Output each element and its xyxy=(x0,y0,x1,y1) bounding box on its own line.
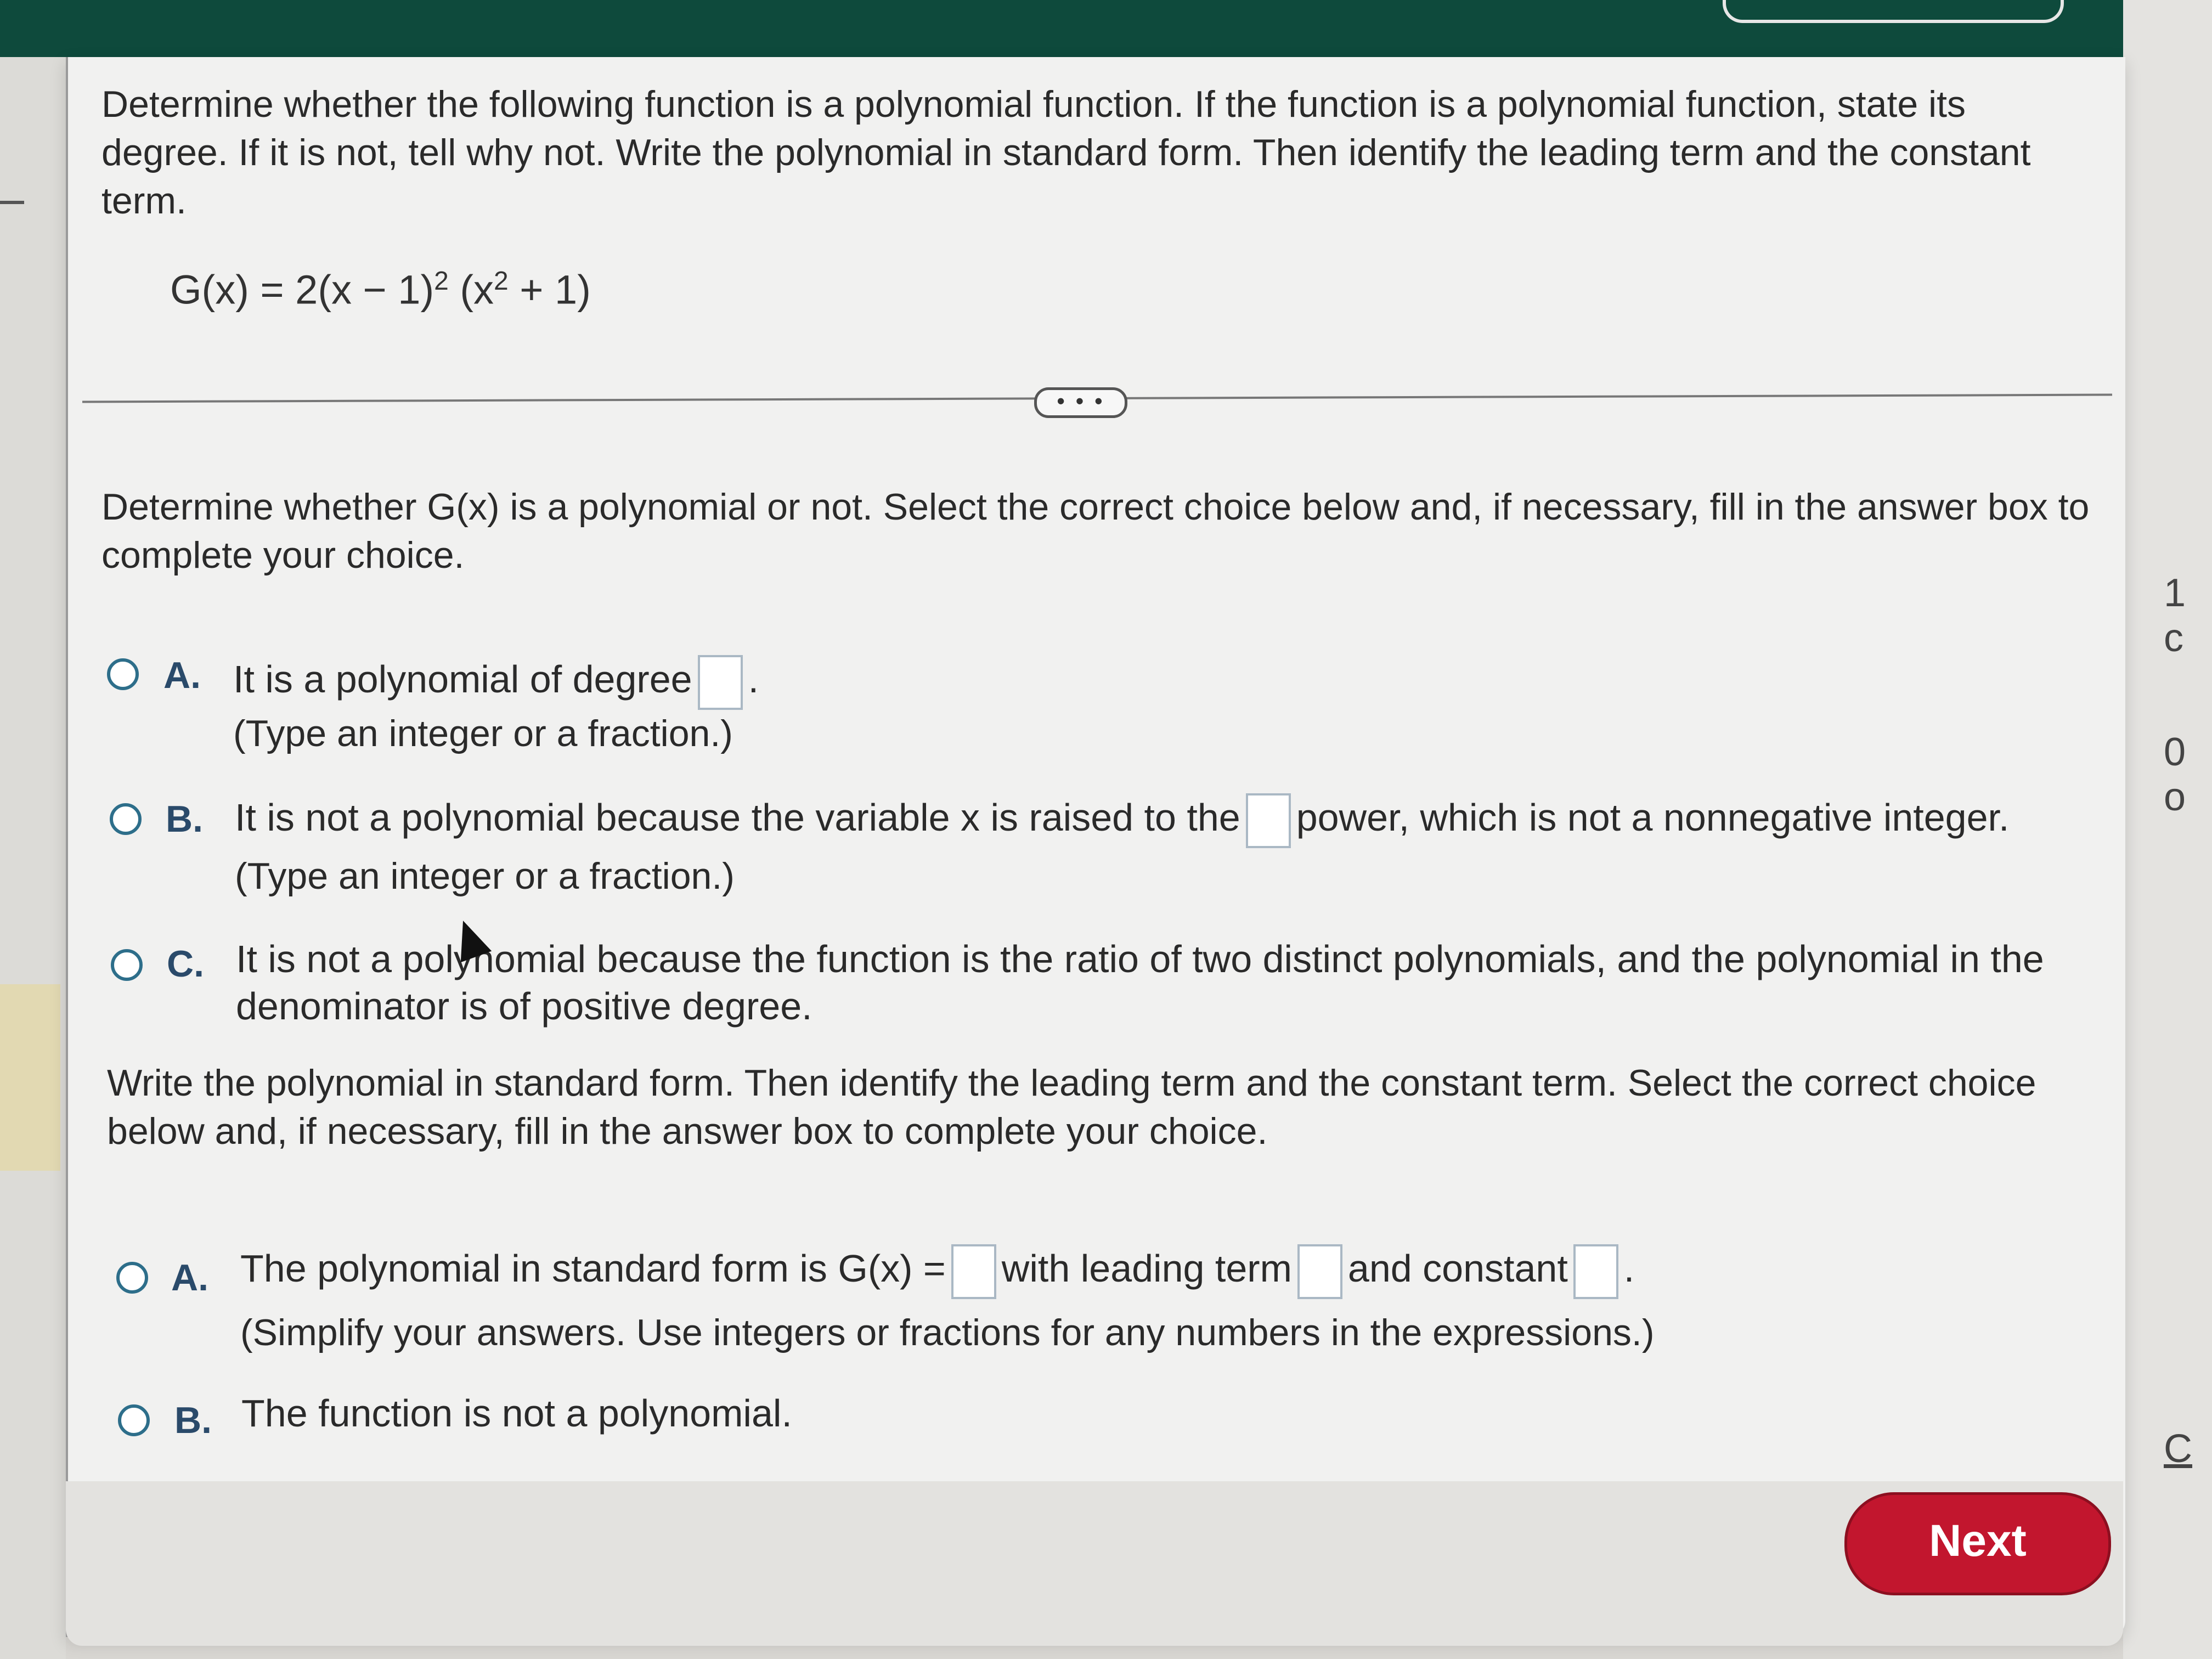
standard-form-answer-box[interactable] xyxy=(951,1244,996,1299)
constant-answer-box[interactable] xyxy=(1573,1244,1618,1299)
function-formula: $G(x) = 2(x - 1)^2$ $(x^2 + 1)$ xyxy=(170,267,591,313)
choice-text: The function is not a polynomial. xyxy=(241,1392,792,1435)
choice-hint: (Type an integer or a fraction.) xyxy=(235,855,735,897)
choice-letter: B. xyxy=(174,1400,212,1441)
choice-letter: B. xyxy=(166,798,203,840)
choice-text: It is not a polynomial because the function is the ratio of two distinct polynomials, and the polynomial in the xyxy=(236,938,2044,980)
sidebar-highlight xyxy=(0,984,60,1171)
choice-text: It is not a polynomial because the variable x is raised to the power, which is not a nonnegative integer. xyxy=(235,791,2009,848)
choice-letter: A. xyxy=(171,1257,208,1299)
degree-answer-box[interactable] xyxy=(698,655,743,710)
power-answer-box[interactable] xyxy=(1246,793,1291,848)
leading-term-answer-box[interactable] xyxy=(1297,1244,1342,1299)
more-button[interactable]: • • • xyxy=(1034,387,1127,418)
sidebar-marker xyxy=(0,201,24,204)
header-tab[interactable] xyxy=(1723,0,2064,23)
choice-text: It is a polynomial of degree . xyxy=(233,653,759,710)
radio-2a[interactable] xyxy=(116,1262,148,1294)
radio-1c[interactable] xyxy=(111,949,143,981)
right-sidebar xyxy=(2123,0,2212,1659)
radio-2b[interactable] xyxy=(118,1404,150,1436)
choice-letter: C. xyxy=(167,943,204,985)
choice-letter: A. xyxy=(163,654,201,696)
next-button[interactable]: Next xyxy=(1844,1492,2111,1595)
question-standard-form: Write the polynomial in standard form. Then identify the leading term and the constant term. Select the correct choice below and, if necessary, fill in the answer box to complete your choice. xyxy=(107,1062,2036,1152)
choice-hint: (Simplify your answers. Use integers or fractions for any numbers in the expressions.) xyxy=(240,1312,1655,1353)
side-fragment-1: 1 c xyxy=(2164,571,2186,660)
radio-1b[interactable] xyxy=(110,803,142,835)
choice-hint: (Type an integer or a fraction.) xyxy=(233,713,733,754)
bottom-bar xyxy=(66,1481,2123,1646)
question-polynomial-check: Determine whether G(x) is a polynomial or not. Select the correct choice below and, if necessary, fill in the answer box to complete your choice. xyxy=(101,486,2090,576)
problem-statement: Determine whether the following function is a polynomial function. If the function is a polynomial function, state its degree. If it is not, tell why not. Write the polynomial in standard form. Then identify the leading term and the constant term. xyxy=(101,83,2031,222)
side-fragment-3[interactable]: C xyxy=(2164,1427,2192,1471)
side-fragment-2: 0 o xyxy=(2164,730,2186,819)
top-header-bar xyxy=(0,0,2123,57)
radio-1a[interactable] xyxy=(107,658,139,690)
choice-text-line2: denominator is of positive degree. xyxy=(236,985,812,1028)
choice-text: The polynomial in standard form is G(x) = with leading term and constant . xyxy=(240,1242,1634,1299)
left-sidebar xyxy=(0,57,66,1659)
